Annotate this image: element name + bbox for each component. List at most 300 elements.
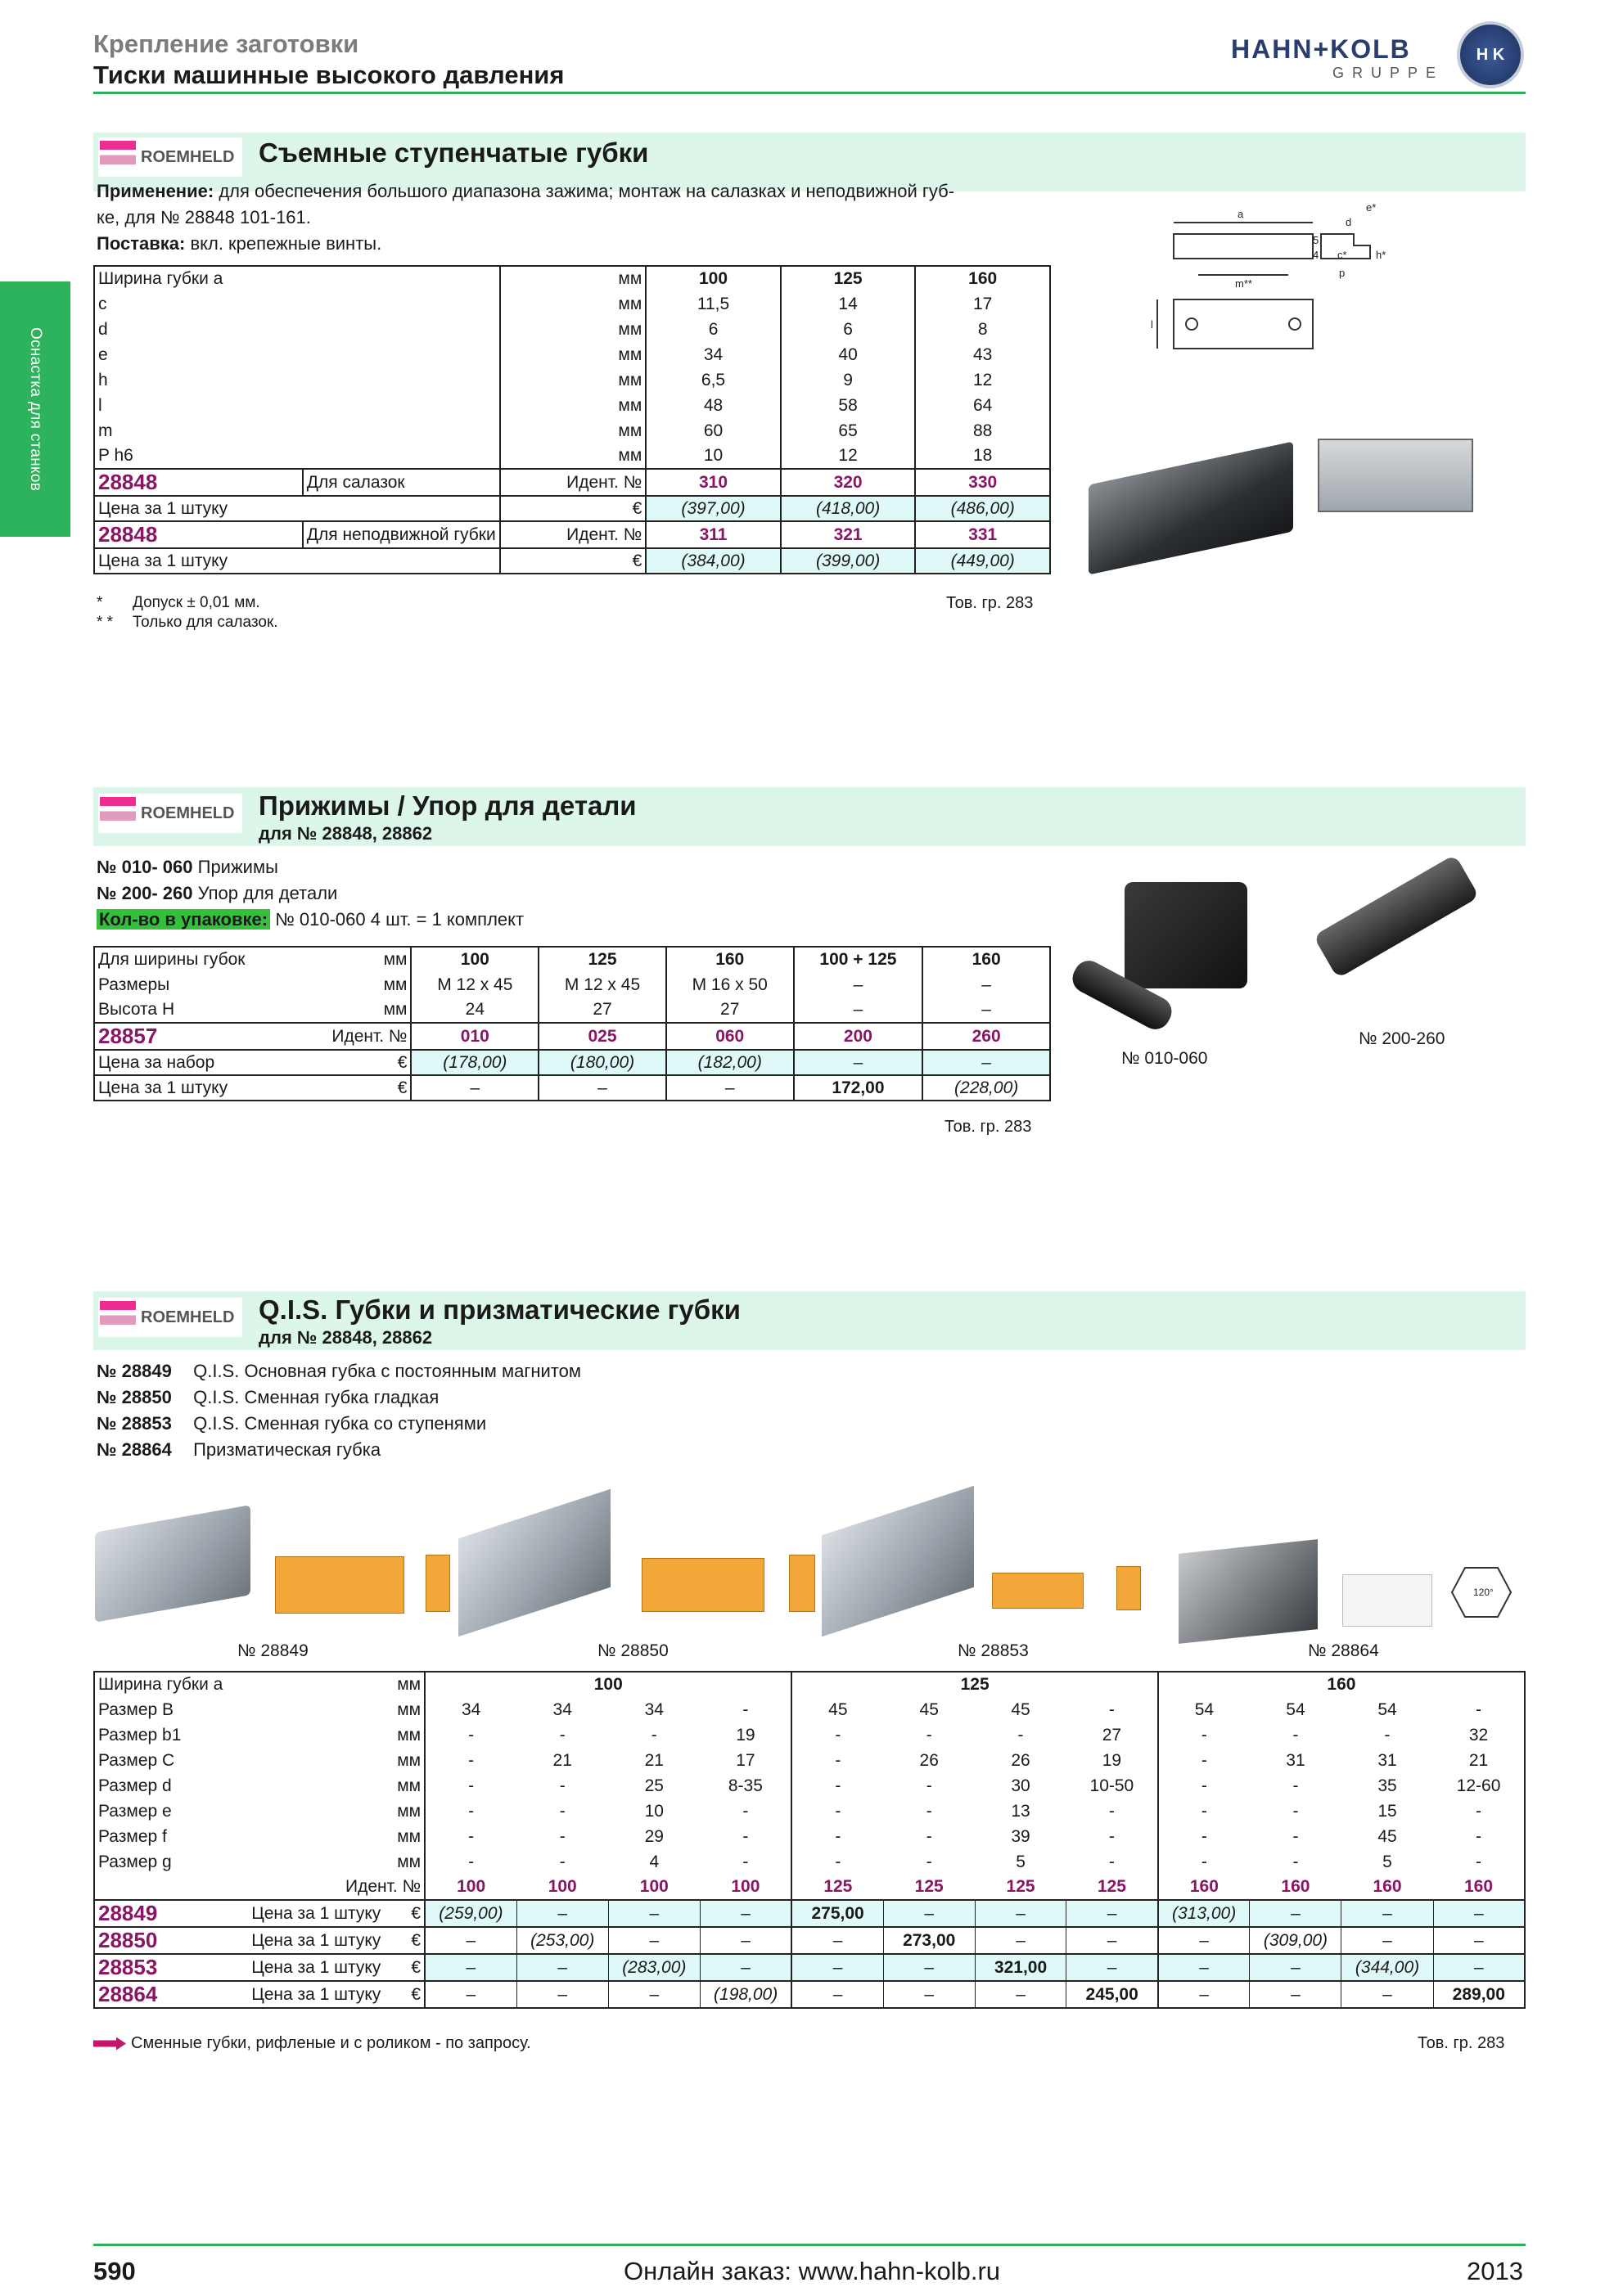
id-label: Идент. № <box>331 1026 408 1046</box>
currency: € <box>411 1984 422 2004</box>
ident-number: 200 <box>794 1023 923 1050</box>
price: (399,00) <box>781 548 916 574</box>
spec-value: 15 <box>1377 1801 1397 1821</box>
price: – <box>1341 1981 1433 2008</box>
spec-value: - <box>926 1852 932 1871</box>
spec-row <box>94 1824 1525 1849</box>
line2-num: № 200- 260 <box>97 883 193 903</box>
spec-unit: мм <box>500 367 647 393</box>
spec-unit: мм <box>397 1750 422 1770</box>
dim-l: l <box>1151 318 1153 331</box>
spec-value: - <box>1108 1699 1115 1719</box>
step-jaw-drawing <box>1149 193 1419 357</box>
spec-unit: мм <box>500 443 647 469</box>
spec-value: - <box>791 1849 883 1875</box>
order-link[interactable]: Онлайн заказ: www.hahn-kolb.ru <box>624 2257 1001 2285</box>
spec-unit: мм <box>500 291 647 317</box>
price: – <box>1341 1927 1433 1954</box>
price: – <box>608 1900 700 1927</box>
clamp-photo <box>1125 882 1247 988</box>
price: – <box>794 1050 923 1075</box>
spec-value: 12 <box>781 443 916 469</box>
roemheld-logo <box>98 1298 242 1337</box>
article-number: 28853 <box>98 1955 158 1979</box>
note1-text: Допуск ± 0,01 мм. <box>133 594 260 611</box>
ident-number: 310 <box>646 469 781 496</box>
spec-value: 27 <box>1102 1725 1122 1745</box>
brand-emblem <box>1457 21 1524 88</box>
spec-value: 26 <box>1011 1750 1030 1770</box>
use-text-2: ке, для № 28848 101-161. <box>97 207 311 227</box>
prism-angle-drawing <box>1449 1560 1514 1625</box>
price: 245,00 <box>1066 1981 1158 2008</box>
price: (397,00) <box>646 496 781 521</box>
roemheld-mark-icon <box>100 141 136 173</box>
brand-sub: GRUPPE <box>1332 65 1444 81</box>
spec-value: 34 <box>646 342 781 367</box>
spec-value: - <box>1158 1799 1250 1824</box>
spec-value: - <box>1158 1722 1250 1748</box>
set-price-label: Цена за набор <box>98 1052 215 1072</box>
spec-value: 88 <box>915 418 1050 443</box>
spec-unit: мм <box>500 418 647 443</box>
currency: € <box>411 1957 422 1977</box>
side-tab-label: Оснастка для станков <box>27 326 44 492</box>
spec-value: 125 <box>781 266 916 291</box>
spec-value: M 16 x 50 <box>666 972 794 997</box>
spec-name: Размер d <box>98 1776 172 1795</box>
spec-value: 125 <box>539 947 666 972</box>
price: (253,00) <box>516 1927 608 1954</box>
spec-unit: мм <box>383 975 408 994</box>
price-label: Цена за 1 штуку <box>94 496 500 521</box>
qis-base-jaw-photo <box>95 1505 250 1623</box>
roemheld-logo-text: ROEMHELD <box>141 148 235 166</box>
price-row <box>94 1927 1525 1954</box>
spec-value: - <box>425 1722 516 1748</box>
spec-value: - <box>425 1824 516 1849</box>
roemheld-logo-text: ROEMHELD <box>141 1308 235 1326</box>
spec-name: m <box>94 418 500 443</box>
section1-group: Тов. гр. 283 <box>946 594 1034 612</box>
spec-value: 45 <box>919 1699 939 1719</box>
spec-unit: мм <box>383 1000 408 1019</box>
price: (182,00) <box>666 1050 794 1075</box>
price: (486,00) <box>915 496 1050 521</box>
piece-price-row <box>94 1075 1050 1101</box>
brand-name: HAHN+KOLB <box>1231 34 1411 64</box>
price: (313,00) <box>1158 1900 1250 1927</box>
spec-value: 5 <box>1382 1852 1392 1871</box>
spec-name: Размер C <box>98 1750 175 1770</box>
price: (180,00) <box>539 1050 666 1075</box>
price: (228,00) <box>922 1075 1050 1101</box>
spec-value: M 12 x 45 <box>539 972 666 997</box>
spec-name: Размер f <box>98 1826 167 1846</box>
price: (449,00) <box>915 548 1050 574</box>
spec-value: 160 <box>922 947 1050 972</box>
spec-value: 34 <box>644 1699 664 1719</box>
spec-value: - <box>559 1725 566 1745</box>
section3-note <box>93 2034 531 2053</box>
spec-row <box>94 1799 1525 1824</box>
spec-unit: мм <box>500 317 647 342</box>
dim-c: c* <box>1337 249 1347 261</box>
spec-value: 64 <box>915 393 1050 418</box>
spec-value: - <box>742 1699 749 1719</box>
spec-value: - <box>791 1773 883 1799</box>
ident-number: 311 <box>646 521 781 548</box>
spec-value: 24 <box>411 997 539 1023</box>
spec-value: 8 <box>915 317 1050 342</box>
spec-value: 45 <box>1377 1826 1397 1846</box>
spec-value: - <box>559 1852 566 1871</box>
currency: € <box>500 496 647 521</box>
price: (418,00) <box>781 496 916 521</box>
spec-value: - <box>1292 1826 1299 1846</box>
spec-value: - <box>1292 1801 1299 1821</box>
spec-value: 6,5 <box>646 367 781 393</box>
spec-row <box>94 1849 1525 1875</box>
price: – <box>608 1927 700 1954</box>
header-title: Тиски машинные высокого давления <box>93 61 565 89</box>
price-row <box>94 1900 1525 1927</box>
spec-value: 21 <box>552 1750 572 1770</box>
price: – <box>883 1981 975 2008</box>
spec-value: 45 <box>791 1697 883 1722</box>
spec-unit: мм <box>500 393 647 418</box>
article-number: 28849 <box>98 1901 158 1925</box>
spec-value: - <box>1384 1725 1391 1745</box>
ident-number: 160 <box>1464 1877 1494 1896</box>
spec-value: 10-50 <box>1089 1776 1134 1795</box>
spec-value: 12 <box>915 367 1050 393</box>
article-line-number: № 28853 <box>97 1413 172 1434</box>
section1-table <box>93 265 1051 574</box>
header-divider <box>93 92 1526 94</box>
section2-description <box>97 854 524 933</box>
dim-e: e* <box>1366 201 1377 214</box>
spec-value: - <box>926 1725 932 1745</box>
article-number: 28848 <box>94 521 303 548</box>
spec-value: 10 <box>646 443 781 469</box>
spec-value: - <box>1476 1852 1482 1871</box>
section3-title: Q.I.S. Губки и призматические губки <box>259 1294 741 1325</box>
spec-value: 27 <box>666 997 794 1023</box>
spec-value: 12-60 <box>1456 1776 1501 1795</box>
article-number: 28850 <box>98 1928 158 1952</box>
line1-text: Прижимы <box>197 857 278 877</box>
article-line <box>97 1384 581 1411</box>
spec-value: - <box>742 1801 749 1821</box>
price-row <box>94 1981 1525 2008</box>
spec-value: - <box>1108 1826 1115 1846</box>
spec-name: Размер e <box>98 1801 172 1821</box>
price: – <box>425 1981 516 2008</box>
article-row <box>94 1023 1050 1050</box>
supply-text: вкл. крепежные винты. <box>190 233 382 254</box>
pack-label: Кол-во в упаковке: <box>97 909 270 930</box>
spec-value: - <box>791 1722 883 1748</box>
spec-value: - <box>1476 1826 1482 1846</box>
article-line-text: Q.I.S. Сменная губка со ступенями <box>188 1413 487 1434</box>
article-line-text: Q.I.S. Сменная губка гладкая <box>188 1387 440 1407</box>
dim-5: 5 <box>1313 234 1319 246</box>
qis-smooth-jaw-drawing <box>642 1558 764 1612</box>
price: – <box>1433 1954 1525 1981</box>
spec-value: 19 <box>736 1725 755 1745</box>
section2-group: Тов. гр. 283 <box>944 1118 1032 1136</box>
width-group: 160 <box>1158 1672 1525 1697</box>
section1-title: Съемные ступенчатые губки <box>259 137 649 168</box>
use-label: Применение: <box>97 181 214 201</box>
section3-captions <box>0 1641 1623 1666</box>
brand-logo <box>1231 34 1460 92</box>
price: – <box>1158 1954 1250 1981</box>
spec-unit: мм <box>500 266 647 291</box>
qis-step-jaw-side <box>1116 1566 1141 1610</box>
roemheld-logo <box>98 794 242 833</box>
line2-text: Упор для детали <box>197 883 338 903</box>
spec-value: – <box>794 997 923 1023</box>
spec-value: - <box>1476 1699 1482 1719</box>
ident-number: 330 <box>915 469 1050 496</box>
spec-row <box>94 367 1050 393</box>
price: – <box>539 1075 666 1101</box>
spec-value: 60 <box>646 418 781 443</box>
dim-m: m** <box>1235 277 1252 290</box>
ident-number: 010 <box>411 1023 539 1050</box>
footer-divider <box>93 2244 1526 2246</box>
spec-value: - <box>926 1776 932 1795</box>
ident-number: 125 <box>1006 1877 1035 1896</box>
width-group: 125 <box>791 1672 1157 1697</box>
qis-base-jaw-side <box>426 1555 450 1612</box>
spec-value: 10 <box>644 1801 664 1821</box>
spec-name: Размер B <box>98 1699 174 1719</box>
piece-price-label: Цена за 1 штуку <box>98 1078 228 1097</box>
article-line-number: № 28849 <box>97 1361 172 1381</box>
price: – <box>700 1900 791 1927</box>
price-label: Цена за 1 штуку <box>251 1984 381 2004</box>
article-desc: Для неподвижной губки <box>303 521 500 548</box>
vise-assembly-photo <box>1318 439 1473 512</box>
product-caption: № 28850 <box>597 1641 669 1660</box>
ident-row <box>94 1875 1525 1900</box>
side-tab[interactable] <box>0 281 70 537</box>
price: – <box>1066 1900 1158 1927</box>
price: – <box>666 1075 794 1101</box>
spec-value: 32 <box>1468 1725 1489 1745</box>
roemheld-mark-icon <box>100 797 136 830</box>
spec-value: - <box>1292 1725 1299 1745</box>
price: – <box>922 1050 1050 1075</box>
spec-value: - <box>1108 1852 1115 1871</box>
spec-value: 27 <box>539 997 666 1023</box>
spec-value: - <box>1476 1801 1482 1821</box>
price: – <box>975 1900 1066 1927</box>
spec-value: - <box>926 1801 932 1821</box>
price: – <box>975 1927 1066 1954</box>
set-price-row <box>94 1050 1050 1075</box>
spec-unit: мм <box>397 1675 422 1694</box>
spec-value: 30 <box>1011 1776 1030 1795</box>
price: – <box>1066 1954 1158 1981</box>
price-label: Цена за 1 штуку <box>94 548 500 574</box>
price: – <box>1158 1927 1250 1954</box>
spec-unit: мм <box>397 1725 422 1745</box>
ident-number: 331 <box>915 521 1050 548</box>
spec-value: 21 <box>644 1750 664 1770</box>
workstop-caption: № 200-260 <box>1359 1029 1445 1048</box>
use-text: для обеспечения большого диапазона зажима; монтаж на салазках и неподвижной губ- <box>219 181 955 201</box>
spec-value: 34 <box>552 1699 572 1719</box>
arrow-icon <box>93 2037 126 2051</box>
ident-number: 320 <box>781 469 916 496</box>
spec-value: 8-35 <box>728 1776 763 1795</box>
spec-name: Размер g <box>98 1852 172 1871</box>
price-label: Цена за 1 штуку <box>251 1903 381 1923</box>
spec-value: 54 <box>1286 1699 1305 1719</box>
qis-step-jaw-photo <box>822 1486 974 1636</box>
qis-base-jaw-drawing <box>275 1556 404 1614</box>
article-row <box>94 469 1050 496</box>
price: – <box>425 1954 516 1981</box>
spec-row <box>94 1748 1525 1773</box>
price: – <box>1433 1900 1525 1927</box>
spec-value: 160 <box>915 266 1050 291</box>
qis-smooth-jaw-photo <box>458 1489 611 1636</box>
spec-name: Размеры <box>98 975 170 994</box>
price: – <box>1341 1900 1433 1927</box>
id-label: Идент. № <box>345 1877 422 1896</box>
spec-value: 4 <box>649 1852 660 1871</box>
ident-number: 160 <box>1158 1875 1250 1900</box>
price: – <box>791 1981 883 2008</box>
spec-unit: мм <box>397 1826 422 1846</box>
spec-value: 48 <box>646 393 781 418</box>
step-jaw-photo <box>1089 441 1293 574</box>
spec-row <box>94 342 1050 367</box>
spec-value: 160 <box>666 947 794 972</box>
spec-value: - <box>559 1776 566 1795</box>
spec-value: - <box>1108 1801 1115 1821</box>
clamp-caption: № 010-060 <box>1121 1049 1208 1068</box>
spec-value: 18 <box>915 443 1050 469</box>
spec-value: - <box>651 1725 657 1745</box>
spec-value: - <box>1158 1849 1250 1875</box>
note2 <box>97 614 278 632</box>
price: (178,00) <box>411 1050 539 1075</box>
spec-value: 19 <box>1102 1750 1122 1770</box>
note1 <box>97 594 260 612</box>
spec-value: - <box>1292 1852 1299 1871</box>
price: 273,00 <box>883 1927 975 1954</box>
spec-value: 6 <box>646 317 781 342</box>
spec-name: Размер b1 <box>98 1725 182 1745</box>
id-label: Идент. № <box>500 469 647 496</box>
price: – <box>883 1900 975 1927</box>
spec-value: 31 <box>1286 1750 1305 1770</box>
ident-number: 321 <box>781 521 916 548</box>
spec-value: - <box>1292 1776 1299 1795</box>
ident-number: 100 <box>425 1875 516 1900</box>
width-group: 100 <box>425 1672 791 1697</box>
spec-value: - <box>425 1748 516 1773</box>
price-label: Цена за 1 штуку <box>251 1930 381 1950</box>
spec-value: 13 <box>1011 1801 1030 1821</box>
spec-unit: мм <box>397 1801 422 1821</box>
article-line <box>97 1411 581 1437</box>
ident-number: 160 <box>1373 1877 1402 1896</box>
spec-name: l <box>94 393 500 418</box>
spec-name: e <box>94 342 500 367</box>
price: – <box>516 1954 608 1981</box>
spec-value: M 12 x 45 <box>411 972 539 997</box>
currency: € <box>397 1052 408 1072</box>
spec-value: 17 <box>915 291 1050 317</box>
spec-name: Высота H <box>98 1000 175 1019</box>
spec-value: - <box>1158 1773 1250 1799</box>
price: – <box>516 1900 608 1927</box>
prism-jaw-drawing <box>1342 1574 1432 1627</box>
dim-h: h* <box>1376 249 1386 261</box>
price: – <box>700 1927 791 1954</box>
product-caption: № 28849 <box>237 1641 309 1660</box>
spec-value: – <box>922 997 1050 1023</box>
dim-a: a <box>1238 208 1244 220</box>
spec-value: 5 <box>1016 1852 1026 1871</box>
product-caption: № 28864 <box>1308 1641 1379 1660</box>
article-number: 28864 <box>98 1982 158 2006</box>
spec-row <box>94 1773 1525 1799</box>
spec-row <box>94 1722 1525 1748</box>
spec-value: 9 <box>781 367 916 393</box>
spec-row <box>94 997 1050 1023</box>
brand-emblem-text: H K <box>1476 45 1505 64</box>
line1-num: № 010- 060 <box>97 857 193 877</box>
price-row <box>94 496 1050 521</box>
footer-year: 2013 <box>1467 2257 1523 2285</box>
section2-title: Прижимы / Упор для детали <box>259 790 637 821</box>
spec-value: - <box>742 1852 749 1871</box>
spec-row <box>94 1697 1525 1722</box>
dim-4: 4 <box>1313 249 1319 261</box>
qis-step-jaw-drawing <box>992 1573 1084 1609</box>
spec-value: 17 <box>736 1750 755 1770</box>
price: – <box>1066 1927 1158 1954</box>
note1-mark: * <box>97 594 103 611</box>
spec-row <box>94 393 1050 418</box>
spec-value: - <box>425 1773 516 1799</box>
spec-value: - <box>425 1849 516 1875</box>
article-desc: Для салазок <box>303 469 500 496</box>
spec-value: 100 + 125 <box>794 947 923 972</box>
ident-number: 160 <box>1281 1877 1310 1896</box>
spec-unit: мм <box>500 342 647 367</box>
spec-value: 58 <box>781 393 916 418</box>
dim-p: p <box>1339 267 1346 279</box>
price-row <box>94 548 1050 574</box>
page-number: 590 <box>93 2257 136 2285</box>
spec-value: – <box>794 972 923 997</box>
dim-d: d <box>1346 216 1352 228</box>
spec-value: 65 <box>781 418 916 443</box>
header-category: Крепление заготовки <box>93 29 359 58</box>
spec-value: - <box>425 1799 516 1824</box>
price: (198,00) <box>700 1981 791 2008</box>
ident-number: 260 <box>922 1023 1050 1050</box>
